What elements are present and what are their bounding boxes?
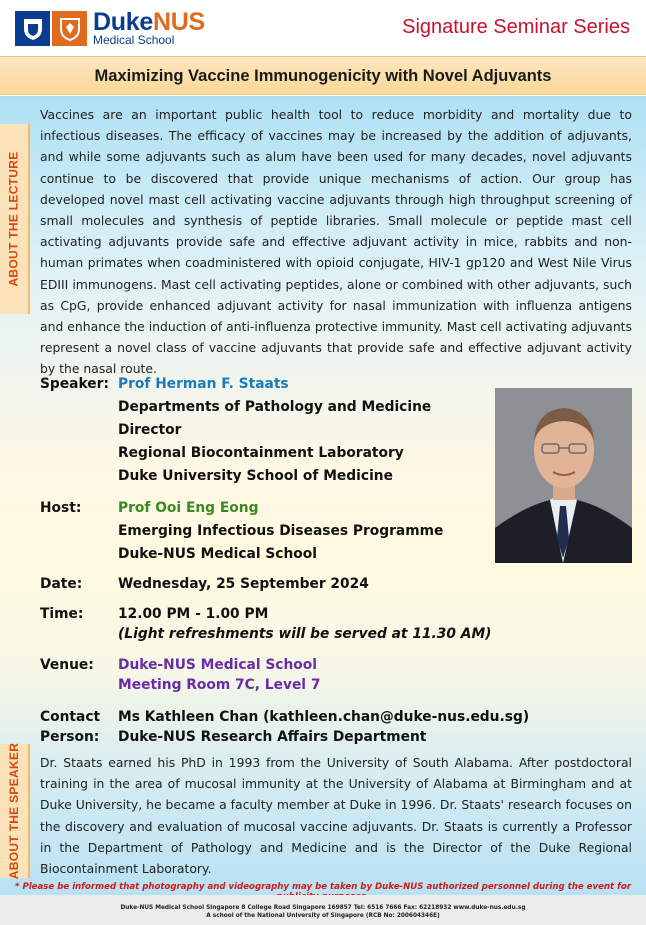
speaker-photo xyxy=(495,388,632,563)
photography-disclaimer: * Please be informed that photography and videography may be taken by Duke-NUS authorized personnel during the event for xyxy=(14,882,632,892)
time-label: Time: xyxy=(40,606,84,622)
nus-crest-icon xyxy=(52,11,87,46)
speaker-lab: Regional Biocontainment Laboratory xyxy=(118,445,404,461)
contact-label: Contact xyxy=(40,709,101,725)
logo-wordmark xyxy=(93,10,205,47)
host-institution: Duke-NUS Medical School xyxy=(118,546,317,562)
host-label: Host: xyxy=(40,500,82,516)
contact-department: Duke-NUS Research Affairs Department xyxy=(118,729,427,745)
time-value: 12.00 PM - 1.00 PM xyxy=(118,606,269,622)
about-speaker-tab xyxy=(0,744,30,878)
footer-registration: A school of the National University of Singapore (RCB No: 200604346E) xyxy=(206,913,440,919)
duke-nus-logo[interactable] xyxy=(15,10,205,47)
date-label: Date: xyxy=(40,576,83,592)
venue-room: Meeting Room 7C, Level 7 xyxy=(118,677,321,693)
header xyxy=(0,0,646,56)
about-lecture-tab xyxy=(0,124,30,314)
speaker-bio: Dr. Staats earned his PhD in 1993 from the University of South Alabama. After postdoctoral training in the area of mucosal immunity at the University of Alabama at Birmingham and at Duke University, he became a faculty member at Duke in 1996. Dr. Staats' research focuses on the discovery and evaluation of mucosal vaccine adjuvants. Dr. Staats is currently a Professor in the Department of Pathology and Medicine and is the Director of the Duke Regional Biocontainment Laboratory. xyxy=(40,755,632,877)
venue-label: Venue: xyxy=(40,657,94,673)
title-bar xyxy=(0,56,646,95)
contact-label-person: Person: xyxy=(40,729,100,745)
refreshments-note: (Light refreshments will be served at 11.30 AM) xyxy=(118,626,492,642)
about-lecture-label: ABOUT THE LECTURE xyxy=(7,151,22,287)
logo-accent-text: NUS xyxy=(152,8,205,36)
about-speaker-label: ABOUT THE SPEAKER xyxy=(7,742,22,880)
contact-name-email[interactable]: Ms Kathleen Chan (kathleen.chan@duke-nus.edu.sg) xyxy=(118,709,530,725)
host-programme: Emerging Infectious Diseases Programme xyxy=(118,523,444,539)
logo-main-text: Duke xyxy=(93,8,153,36)
lecture-abstract: Vaccines are an important public health tool to reduce morbidity and mortality due to infectious diseases. The efficacy of vaccines may be increased by the addition of adjuvants, and while some adjuvants such as alum have been used for many decades, novel adjuvants continue to be discovered that provide unique mechanisms of action. Our group has developed novel mast cell activating vaccine adjuvants through high throughput screening of small molecules and synthesis of peptide libraries. Small molecule or peptide mast cell activating adjuvants provide safe and effective adjuvant activity in mice, rabbits and non-human primates when coadministered with opioid conjugate, HIV-1 gp120 and West Nile Virus EDIII immunogens. Mast cell activating peptides, alone or combined with other adjuvants, such as CpG, provide enhanced adjuvant activity for nasal immunization with influenza antigens and enhance the induction of anti-influenza protective immunity. Mast cell activating adjuvants represent a novel class of vaccine adjuvants that provide safe and effective adjuvant activity by the nasal route. xyxy=(40,107,632,377)
speaker-label: Speaker: xyxy=(40,376,109,392)
speaker-role: Director xyxy=(118,422,182,438)
duke-shield-icon xyxy=(15,11,50,46)
seminar-series-title: Signature Seminar Series xyxy=(402,16,630,38)
speaker-department: Departments of Pathology and Medicine xyxy=(118,399,432,415)
footer-address: Duke-NUS Medical School Singapore 8 College Road Singapore 169857 Tel: 6516 7666 Fax: 62218932 www.duke-nus.edu.sg xyxy=(120,905,526,911)
lecture-title: Maximizing Vaccine Immunogenicity with Novel Adjuvants xyxy=(94,67,552,85)
logo-subtitle: Medical School xyxy=(93,33,175,47)
speaker-institution: Duke University School of Medicine xyxy=(118,468,393,484)
date-value: Wednesday, 25 September 2024 xyxy=(118,576,369,592)
speaker-name: Prof Herman F. Staats xyxy=(118,376,289,392)
footer xyxy=(0,895,646,925)
host-name: Prof Ooi Eng Eong xyxy=(118,500,259,516)
venue-building: Duke-NUS Medical School xyxy=(118,657,317,673)
